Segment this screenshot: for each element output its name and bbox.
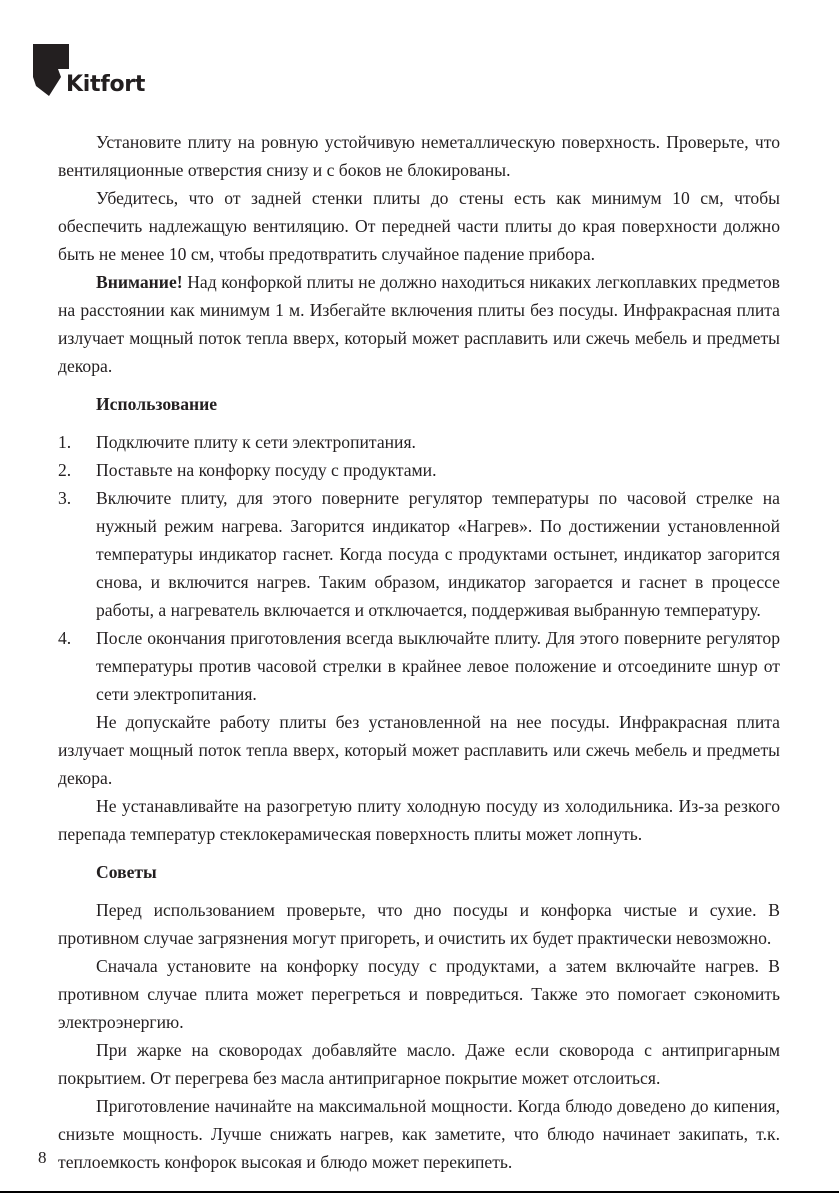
- tip-paragraph: Приготовление начинайте на максимальной мощности. Когда блюдо доведено до кипения, снизьте мощность. Лучше снижать нагрев, как заметите, что блюдо начинает закипать, т.к. теплоемкость конфорок высокая и блюдо может перекипеть.: [58, 1096, 780, 1172]
- step-text: Подключите плиту к сети электропитания.: [96, 432, 416, 452]
- tip-paragraph: При жарке на сковородах добавляйте масло. Даже если сковорода с антипригарным покрытием. От перегрева без масла антипригарное покрытие может отслоиться.: [58, 1040, 780, 1088]
- kitfort-shield-logo-icon: [33, 44, 69, 96]
- tip-paragraph: Перед использованием проверьте, что дно посуды и конфорка чистые и сухие. В противном случае загрязнения могут пригореть, и очистить их будет практически невозможно.: [58, 900, 780, 948]
- list-item: [58, 624, 780, 708]
- warning-paragraph: [58, 268, 780, 380]
- brand-name: Kitfort: [66, 72, 146, 97]
- step-number: 4.: [58, 628, 72, 648]
- list-item: [58, 456, 780, 484]
- list-item: [58, 484, 780, 624]
- step-number: 1.: [58, 432, 72, 452]
- list-item: [58, 428, 780, 456]
- section-heading-usage: Использование: [96, 394, 218, 414]
- section-heading-tips: Советы: [96, 862, 157, 882]
- step-text: Поставьте на конфорку посуду с продуктами.: [96, 460, 437, 480]
- step-text: После окончания приготовления всегда выключайте плиту. Для этого поверните регулятор температуры против часовой стрелки в крайнее левое положение и отсоедините шнур от сети электропитания.: [96, 628, 780, 704]
- intro-paragraph: Убедитесь, что от задней стенки плиты до стены есть как минимум 10 см, чтобы обеспечить надлежащую вентиляцию. От передней части плиты до края поверхности должно быть не менее 10 см, чтобы предотвратить случайное падение прибора.: [58, 188, 780, 264]
- kitfort-logo: [33, 44, 146, 99]
- warning-text: Над конфоркой плиты не должно находиться никаких легкоплавких предметов на расстоянии как минимум 1 м. Избегайте включения плиты без посуды. Инфракрасная плита излучает мощный поток тепла вверх, который может расплавить или сжечь мебель и предметы декора.: [58, 272, 780, 376]
- step-number: 3.: [58, 488, 72, 508]
- usage-steps-list: [58, 428, 780, 708]
- usage-note: Не устанавливайте на разогретую плиту холодную посуду из холодильника. Из-за резкого перепада температур стеклокерамическая поверхность плиты может лопнуть.: [58, 796, 780, 844]
- step-number: 2.: [58, 460, 72, 480]
- document-body: [58, 128, 780, 1176]
- tip-paragraph: Сначала установите на конфорку посуду с продуктами, а затем включайте нагрев. В противном случае плита может перегреться и повредиться. Также это помогает сэкономить электроэнергию.: [58, 956, 780, 1032]
- warning-label: Внимание!: [96, 272, 183, 292]
- page-number: 8: [38, 1148, 47, 1167]
- usage-note: Не допускайте работу плиты без установленной на нее посуды. Инфракрасная плита излучает мощный поток тепла вверх, который может расплавить или сжечь мебель и предметы декора.: [58, 712, 780, 788]
- intro-paragraph: Установите плиту на ровную устойчивую неметаллическую поверхность. Проверьте, что вентиляционные отверстия снизу и с боков не блокированы.: [58, 132, 780, 180]
- step-text: Включите плиту, для этого поверните регулятор температуры по часовой стрелке на нужный режим нагрева. Загорится индикатор «Нагрев». По достижении установленной температуры индикатор гаснет. Когда посуда с продуктами остынет, индикатор загорится снова, и включится нагрев. Таким образом, индикатор загорается и гаснет в процессе работы, а нагреватель включается и отключается, поддерживая выбранную температуру.: [96, 488, 780, 620]
